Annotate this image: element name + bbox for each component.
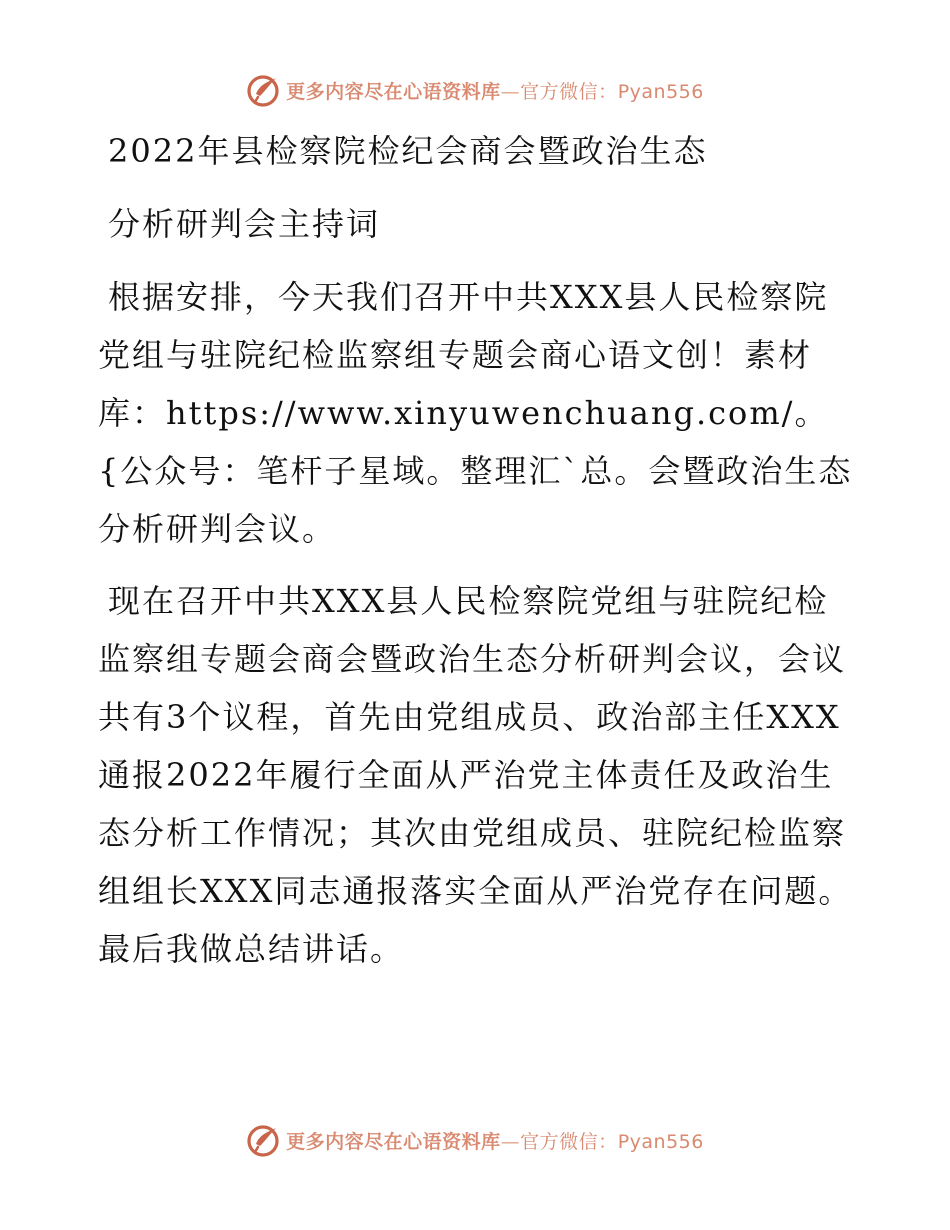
- document-title-line-2: 分析研判会主持词: [108, 205, 381, 243]
- watermark-sub-text: 官方微信：: [520, 80, 618, 103]
- watermark-wechat-id: Pyan556: [617, 80, 704, 103]
- xinyu-logo-icon: [246, 72, 282, 108]
- watermark-main-text: 更多内容尽在心语资料库: [286, 80, 501, 103]
- watermark-text: [286, 77, 704, 104]
- header-watermark: [0, 70, 950, 110]
- paragraph-1: 根据安排，今天我们召开中共XXX县人民检察院党组与驻院纪检监察组专题会商心语文创！素材库：https://www.xinyuwenchuang.com/。{公众号：笔杆子星域。整理汇`总。会暨政治生态分析研判会议。: [98, 278, 853, 548]
- xinyu-logo-icon: [246, 1122, 282, 1158]
- watermark-dash: —: [500, 80, 521, 103]
- watermark-dash: —: [500, 1130, 521, 1153]
- watermark-wechat-id: Pyan556: [617, 1130, 704, 1153]
- document-title-line-1: 2022年县检察院检纪会商会暨政治生态: [108, 132, 708, 170]
- footer-watermark: [0, 1120, 950, 1160]
- watermark-main-text: 更多内容尽在心语资料库: [286, 1130, 501, 1153]
- watermark-text: [286, 1127, 704, 1154]
- document-body: [98, 122, 858, 992]
- paragraph-2: 现在召开中共XXX县人民检察院党组与驻院纪检监察组专题会商会暨政治生态分析研判会议，会议共有3个议程，首先由党组成员、政治部主任XXX通报2022年履行全面从严治党主体责任及政治生态分析工作情况；其次由党组成员、驻院纪检监察组组长XXX同志通报落实全面从严治党存在问题。最后我做总结讲话。: [98, 582, 853, 968]
- watermark-sub-text: 官方微信：: [520, 1130, 618, 1153]
